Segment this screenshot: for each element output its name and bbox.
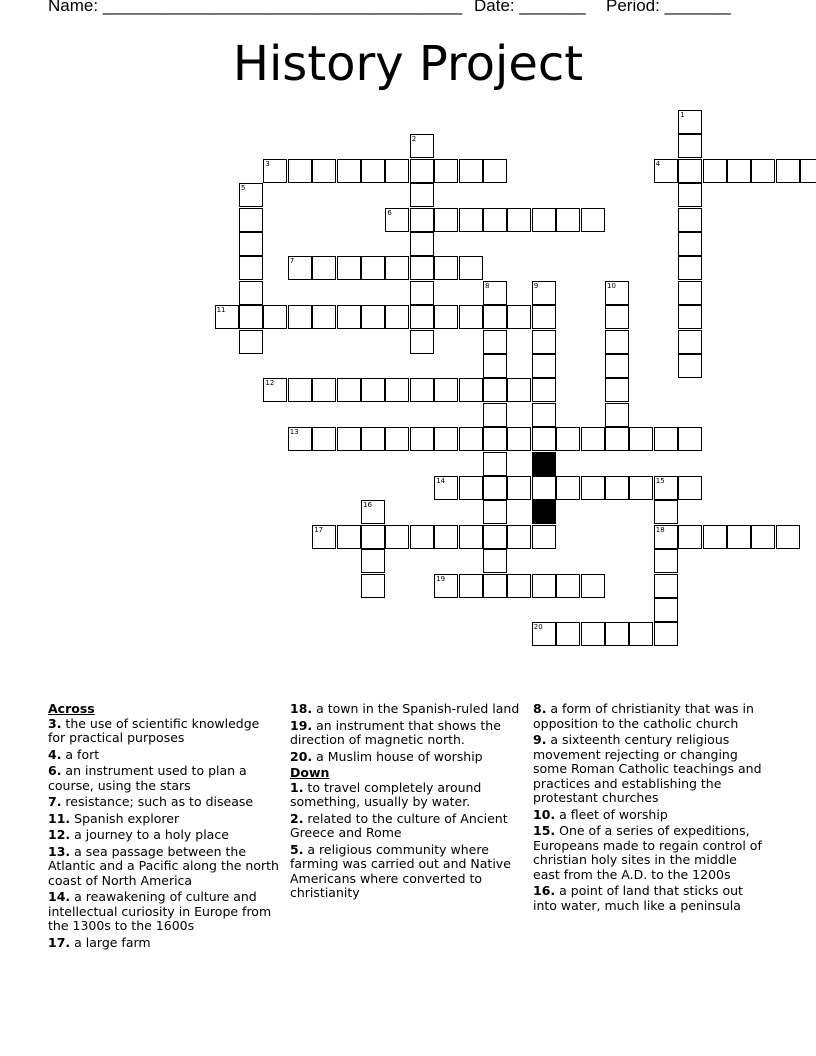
crossword-cell[interactable] <box>434 476 458 500</box>
clue-text: a form of christianity that was in opposition to the catholic church <box>533 701 754 731</box>
crossword-cell[interactable] <box>459 574 483 598</box>
crossword-cell[interactable] <box>605 354 629 378</box>
crossword-cell[interactable] <box>312 525 336 549</box>
clue-number: 13. <box>48 843 71 859</box>
crossword-cell[interactable] <box>532 403 556 427</box>
crossword-cell[interactable] <box>483 354 507 378</box>
crossword-cell[interactable] <box>629 622 653 646</box>
crossword-cell[interactable] <box>556 427 580 451</box>
crossword-cell[interactable] <box>239 281 263 305</box>
crossword-cell[interactable] <box>459 159 483 183</box>
clue-item <box>533 733 765 806</box>
crossword-cell[interactable] <box>654 476 678 500</box>
across-heading: Across <box>48 701 95 716</box>
crossword-cell[interactable] <box>581 574 605 598</box>
crossword-cell[interactable] <box>239 305 263 329</box>
crossword-cell[interactable] <box>263 378 287 402</box>
crossword-cell[interactable] <box>434 427 458 451</box>
crossword-cell[interactable] <box>459 525 483 549</box>
crossword-cell[interactable] <box>459 427 483 451</box>
crossword-cell[interactable] <box>507 525 531 549</box>
crossword-cell[interactable] <box>581 476 605 500</box>
crossword-cell[interactable] <box>239 232 263 256</box>
crossword-cell[interactable] <box>605 305 629 329</box>
crossword-cell[interactable] <box>483 330 507 354</box>
clue-number: 2. <box>290 810 304 826</box>
clue-item <box>48 748 280 763</box>
crossword-cell[interactable] <box>532 427 556 451</box>
crossword-cell[interactable] <box>703 525 727 549</box>
crossword-cell[interactable] <box>337 525 361 549</box>
crossword-cell[interactable] <box>434 208 458 232</box>
crossword-cell[interactable] <box>776 525 800 549</box>
crossword-cell[interactable] <box>288 159 312 183</box>
clue-item <box>290 812 522 841</box>
clue-item <box>48 890 280 934</box>
crossword-cell[interactable] <box>361 427 385 451</box>
crossword-cell[interactable] <box>678 354 702 378</box>
down-heading: Down <box>290 765 330 780</box>
clue-item <box>48 936 280 951</box>
crossword-cell[interactable] <box>410 232 434 256</box>
crossword-cell[interactable] <box>507 574 531 598</box>
crossword-cell[interactable] <box>654 159 678 183</box>
clue-number: 11 <box>216 306 226 315</box>
clue-number: 4 <box>655 159 661 168</box>
crossword-cell[interactable] <box>385 427 409 451</box>
clue-number: 10. <box>533 806 556 822</box>
crossword-cell[interactable] <box>678 305 702 329</box>
clue-number: 14. <box>48 889 71 904</box>
crossword-cell[interactable] <box>483 159 507 183</box>
crossword-cell[interactable] <box>581 622 605 646</box>
crossword-cell[interactable] <box>483 549 507 573</box>
date-field-label: Date: _______ <box>474 0 586 15</box>
crossword-cell[interactable] <box>678 183 702 207</box>
crossword-cell[interactable] <box>410 256 434 280</box>
clue-item <box>48 795 280 810</box>
crossword-cell[interactable] <box>629 427 653 451</box>
clue-text: a point of land that sticks out into water, much like a peninsula <box>533 883 743 913</box>
clue-number: 20 <box>533 623 543 632</box>
clue-number: 19. <box>290 717 313 733</box>
crossword-cell[interactable] <box>605 330 629 354</box>
crossword-cell[interactable] <box>751 525 775 549</box>
crossword-cell[interactable] <box>312 427 336 451</box>
crossword-cell[interactable] <box>703 159 727 183</box>
crossword-cell[interactable] <box>434 305 458 329</box>
crossword-cell[interactable] <box>605 622 629 646</box>
crossword-cell[interactable] <box>654 427 678 451</box>
crossword-cell[interactable] <box>434 378 458 402</box>
clue-number: 12 <box>265 379 275 388</box>
clue-item <box>48 845 280 889</box>
clue-item <box>533 884 765 913</box>
crossword-cell[interactable] <box>312 305 336 329</box>
crossword-cell[interactable] <box>288 427 312 451</box>
crossword-cell[interactable] <box>483 378 507 402</box>
crossword-black-cell <box>532 452 556 476</box>
down-clue-list <box>290 781 522 901</box>
clue-number: 13 <box>289 428 299 437</box>
clue-number: 6 <box>387 208 392 217</box>
clue-number: 2 <box>411 135 417 144</box>
crossword-cell[interactable] <box>483 208 507 232</box>
period-field-label: Period: _______ <box>606 0 731 15</box>
crossword-cell[interactable] <box>507 305 531 329</box>
clue-number: 18 <box>655 525 665 534</box>
crossword-cell[interactable] <box>263 305 287 329</box>
crossword-cell[interactable] <box>581 427 605 451</box>
crossword-cell[interactable] <box>459 305 483 329</box>
crossword-cell[interactable] <box>800 159 816 183</box>
clue-number: 8. <box>533 701 547 716</box>
crossword-cell[interactable] <box>385 525 409 549</box>
crossword-cell[interactable] <box>239 183 263 207</box>
clue-text: related to the culture of Ancient Greece and Rome <box>290 810 508 840</box>
crossword-cell[interactable] <box>361 159 385 183</box>
clue-number: 17. <box>48 934 71 950</box>
clue-number: 7 <box>289 257 295 266</box>
crossword-cell[interactable] <box>678 110 702 134</box>
crossword-cell[interactable] <box>361 549 385 573</box>
clue-text: Spanish explorer <box>70 810 180 826</box>
clue-item <box>290 719 522 748</box>
crossword-cell[interactable] <box>751 159 775 183</box>
crossword-cell[interactable] <box>556 476 580 500</box>
crossword-cell[interactable] <box>654 525 678 549</box>
clue-text: the use of scientific knowledge for practical purposes <box>48 715 260 745</box>
clues-column-2 <box>290 702 522 903</box>
crossword-cell[interactable] <box>605 378 629 402</box>
clue-number: 15 <box>655 477 665 485</box>
crossword-cell[interactable] <box>678 159 702 183</box>
crossword-cell[interactable] <box>312 159 336 183</box>
clues-column-1 <box>48 702 280 952</box>
clue-text: a large farm <box>70 934 151 950</box>
crossword-cell[interactable] <box>678 476 702 500</box>
crossword-cell[interactable] <box>239 256 263 280</box>
crossword-cell[interactable] <box>434 256 458 280</box>
clue-number: 8 <box>485 281 490 290</box>
crossword-cell[interactable] <box>385 256 409 280</box>
crossword-cell[interactable] <box>532 305 556 329</box>
crossword-cell[interactable] <box>434 159 458 183</box>
clue-number: 5. <box>290 841 304 857</box>
crossword-cell[interactable] <box>605 476 629 500</box>
clue-text: a journey to a holy place <box>70 827 229 842</box>
clues-column-3 <box>533 702 765 915</box>
crossword-cell[interactable] <box>678 525 702 549</box>
clue-number: 11. <box>48 810 71 826</box>
crossword-cell[interactable] <box>678 208 702 232</box>
crossword-cell[interactable] <box>312 256 336 280</box>
crossword-cell[interactable] <box>263 159 287 183</box>
crossword-cell[interactable] <box>410 525 434 549</box>
crossword-cell[interactable] <box>361 305 385 329</box>
crossword-cell[interactable] <box>532 208 556 232</box>
clue-number: 1 <box>680 111 685 119</box>
crossword-cell[interactable] <box>361 525 385 549</box>
crossword-cell[interactable] <box>385 305 409 329</box>
clue-text: resistance; such as to disease <box>61 794 254 809</box>
clue-number: 12. <box>48 827 71 842</box>
clue-text: a religious community where farming was carried out and Native Americans where converted to christianity <box>290 841 511 900</box>
crossword-cell[interactable] <box>507 427 531 451</box>
clue-number: 9. <box>533 732 547 747</box>
clue-number: 17 <box>314 525 324 534</box>
clue-number: 15. <box>533 823 556 838</box>
crossword-cell[interactable] <box>678 330 702 354</box>
crossword-cell[interactable] <box>678 281 702 305</box>
crossword-cell[interactable] <box>410 427 434 451</box>
clue-text: a sea passage between the Atlantic and a Pacific along the north coast of North America <box>48 843 279 888</box>
crossword-cell[interactable] <box>410 305 434 329</box>
crossword-cell[interactable] <box>361 500 385 524</box>
crossword-cell[interactable] <box>483 476 507 500</box>
crossword-cell[interactable] <box>532 281 556 305</box>
crossword-cell[interactable] <box>532 574 556 598</box>
crossword-cell[interactable] <box>483 305 507 329</box>
crossword-cell[interactable] <box>532 330 556 354</box>
clue-item <box>290 781 522 810</box>
clue-item <box>533 824 765 882</box>
clue-number: 7. <box>48 794 62 809</box>
crossword-cell[interactable] <box>483 452 507 476</box>
clue-text: a sixteenth century religious movement rejecting or changing some Roman Catholic teachings and practices and establishing the protestant churches <box>533 732 762 805</box>
crossword-cell[interactable] <box>483 281 507 305</box>
clue-number: 10 <box>607 281 616 290</box>
crossword-cell[interactable] <box>629 476 653 500</box>
crossword-cell[interactable] <box>483 525 507 549</box>
clue-text: One of a series of expeditions, Europeans made to regain control of christian holy sites in the middle east from the A.D. to the 1200s <box>533 823 762 882</box>
crossword-cell[interactable] <box>727 525 751 549</box>
crossword-cell[interactable] <box>410 281 434 305</box>
clue-item <box>533 808 765 823</box>
crossword-cell[interactable] <box>483 403 507 427</box>
clue-text: a fleet of worship <box>555 806 668 822</box>
across-clue-list-continued <box>290 702 522 764</box>
crossword-cell[interactable] <box>776 159 800 183</box>
crossword-cell[interactable] <box>581 208 605 232</box>
crossword-cell[interactable] <box>459 208 483 232</box>
crossword-cell[interactable] <box>410 378 434 402</box>
crossword-cell[interactable] <box>556 574 580 598</box>
crossword-cell[interactable] <box>654 622 678 646</box>
crossword-cell[interactable] <box>434 525 458 549</box>
clue-item <box>290 702 522 717</box>
clue-number: 4. <box>48 746 62 762</box>
crossword-cell[interactable] <box>361 378 385 402</box>
clue-number: 19 <box>436 574 446 583</box>
crossword-cell[interactable] <box>483 427 507 451</box>
crossword-cell[interactable] <box>239 208 263 232</box>
clue-number: 6. <box>48 763 62 778</box>
clue-item <box>533 702 765 731</box>
crossword-cell[interactable] <box>410 330 434 354</box>
crossword-cell[interactable] <box>654 500 678 524</box>
crossword-cell[interactable] <box>678 256 702 280</box>
clue-number: 20. <box>290 748 313 764</box>
crossword-cell[interactable] <box>654 574 678 598</box>
across-clue-list <box>48 717 280 951</box>
clue-number: 18. <box>290 701 313 716</box>
crossword-cell[interactable] <box>532 525 556 549</box>
crossword-cell[interactable] <box>337 427 361 451</box>
clue-text: to travel completely around something, usually by water. <box>290 779 482 809</box>
crossword-cell[interactable] <box>337 159 361 183</box>
clue-item <box>290 750 522 765</box>
crossword-cell[interactable] <box>532 476 556 500</box>
crossword-cell[interactable] <box>678 427 702 451</box>
clue-item <box>48 764 280 793</box>
crossword-cell[interactable] <box>337 305 361 329</box>
clue-number: 9 <box>533 281 539 290</box>
clue-item <box>290 843 522 901</box>
clue-number: 14 <box>436 477 446 485</box>
crossword-cell[interactable] <box>361 574 385 598</box>
crossword-cell[interactable] <box>337 256 361 280</box>
crossword-black-cell <box>532 500 556 524</box>
crossword-cell[interactable] <box>605 427 629 451</box>
crossword-cell[interactable] <box>385 378 409 402</box>
clue-item <box>48 717 280 746</box>
clue-text: a fort <box>61 746 100 762</box>
crossword-cell[interactable] <box>727 159 751 183</box>
clue-text: a town in the Spanish-ruled land <box>312 701 520 716</box>
crossword-cell[interactable] <box>532 378 556 402</box>
crossword-cell[interactable] <box>361 256 385 280</box>
clue-number: 16 <box>363 501 372 510</box>
name-field-label: Name: ______________________________________ <box>48 0 463 15</box>
clue-text: an instrument that shows the direction of magnetic north. <box>290 717 501 747</box>
crossword-cell[interactable] <box>507 208 531 232</box>
crossword-cell[interactable] <box>337 378 361 402</box>
crossword-cell[interactable] <box>410 134 434 158</box>
crossword-cell[interactable] <box>678 134 702 158</box>
crossword-cell[interactable] <box>288 378 312 402</box>
crossword-cell[interactable] <box>459 476 483 500</box>
crossword-cell[interactable] <box>483 574 507 598</box>
page-title: History Project <box>232 36 584 92</box>
crossword-cell[interactable] <box>605 403 629 427</box>
crossword-cell[interactable] <box>507 476 531 500</box>
clue-number: 3. <box>48 715 62 731</box>
crossword-cell[interactable] <box>385 159 409 183</box>
crossword-cell[interactable] <box>532 354 556 378</box>
crossword-cell[interactable] <box>410 208 434 232</box>
clue-number: 5 <box>241 184 246 193</box>
clue-number: 1. <box>290 779 304 795</box>
clue-text: a reawakening of culture and intellectual curiosity in Europe from the 1300s to the 1600s <box>48 889 272 933</box>
crossword-cell[interactable] <box>312 378 336 402</box>
crossword-cell[interactable] <box>434 574 458 598</box>
crossword-cell[interactable] <box>288 256 312 280</box>
crossword-cell[interactable] <box>410 183 434 207</box>
clue-item <box>48 812 280 827</box>
clue-text: an instrument used to plan a course, using the stars <box>48 763 247 793</box>
crossword-cell[interactable] <box>459 378 483 402</box>
crossword-cell[interactable] <box>239 330 263 354</box>
crossword-cell[interactable] <box>410 159 434 183</box>
crossword-cell[interactable] <box>385 208 409 232</box>
crossword-cell[interactable] <box>556 208 580 232</box>
clue-text: a Muslim house of worship <box>312 748 483 764</box>
crossword-cell[interactable] <box>215 305 239 329</box>
crossword-cell[interactable] <box>532 622 556 646</box>
crossword-cell[interactable] <box>654 549 678 573</box>
clue-number: 3 <box>265 159 270 168</box>
crossword-cell[interactable] <box>556 622 580 646</box>
crossword-cell[interactable] <box>483 500 507 524</box>
crossword-cell[interactable] <box>678 232 702 256</box>
clue-item <box>48 828 280 843</box>
crossword-cell[interactable] <box>288 305 312 329</box>
crossword-cell[interactable] <box>459 256 483 280</box>
crossword-cell[interactable] <box>654 598 678 622</box>
crossword-cell[interactable] <box>605 281 629 305</box>
down-clue-list-continued <box>533 702 765 913</box>
clue-number: 16. <box>533 883 556 898</box>
crossword-cell[interactable] <box>507 378 531 402</box>
